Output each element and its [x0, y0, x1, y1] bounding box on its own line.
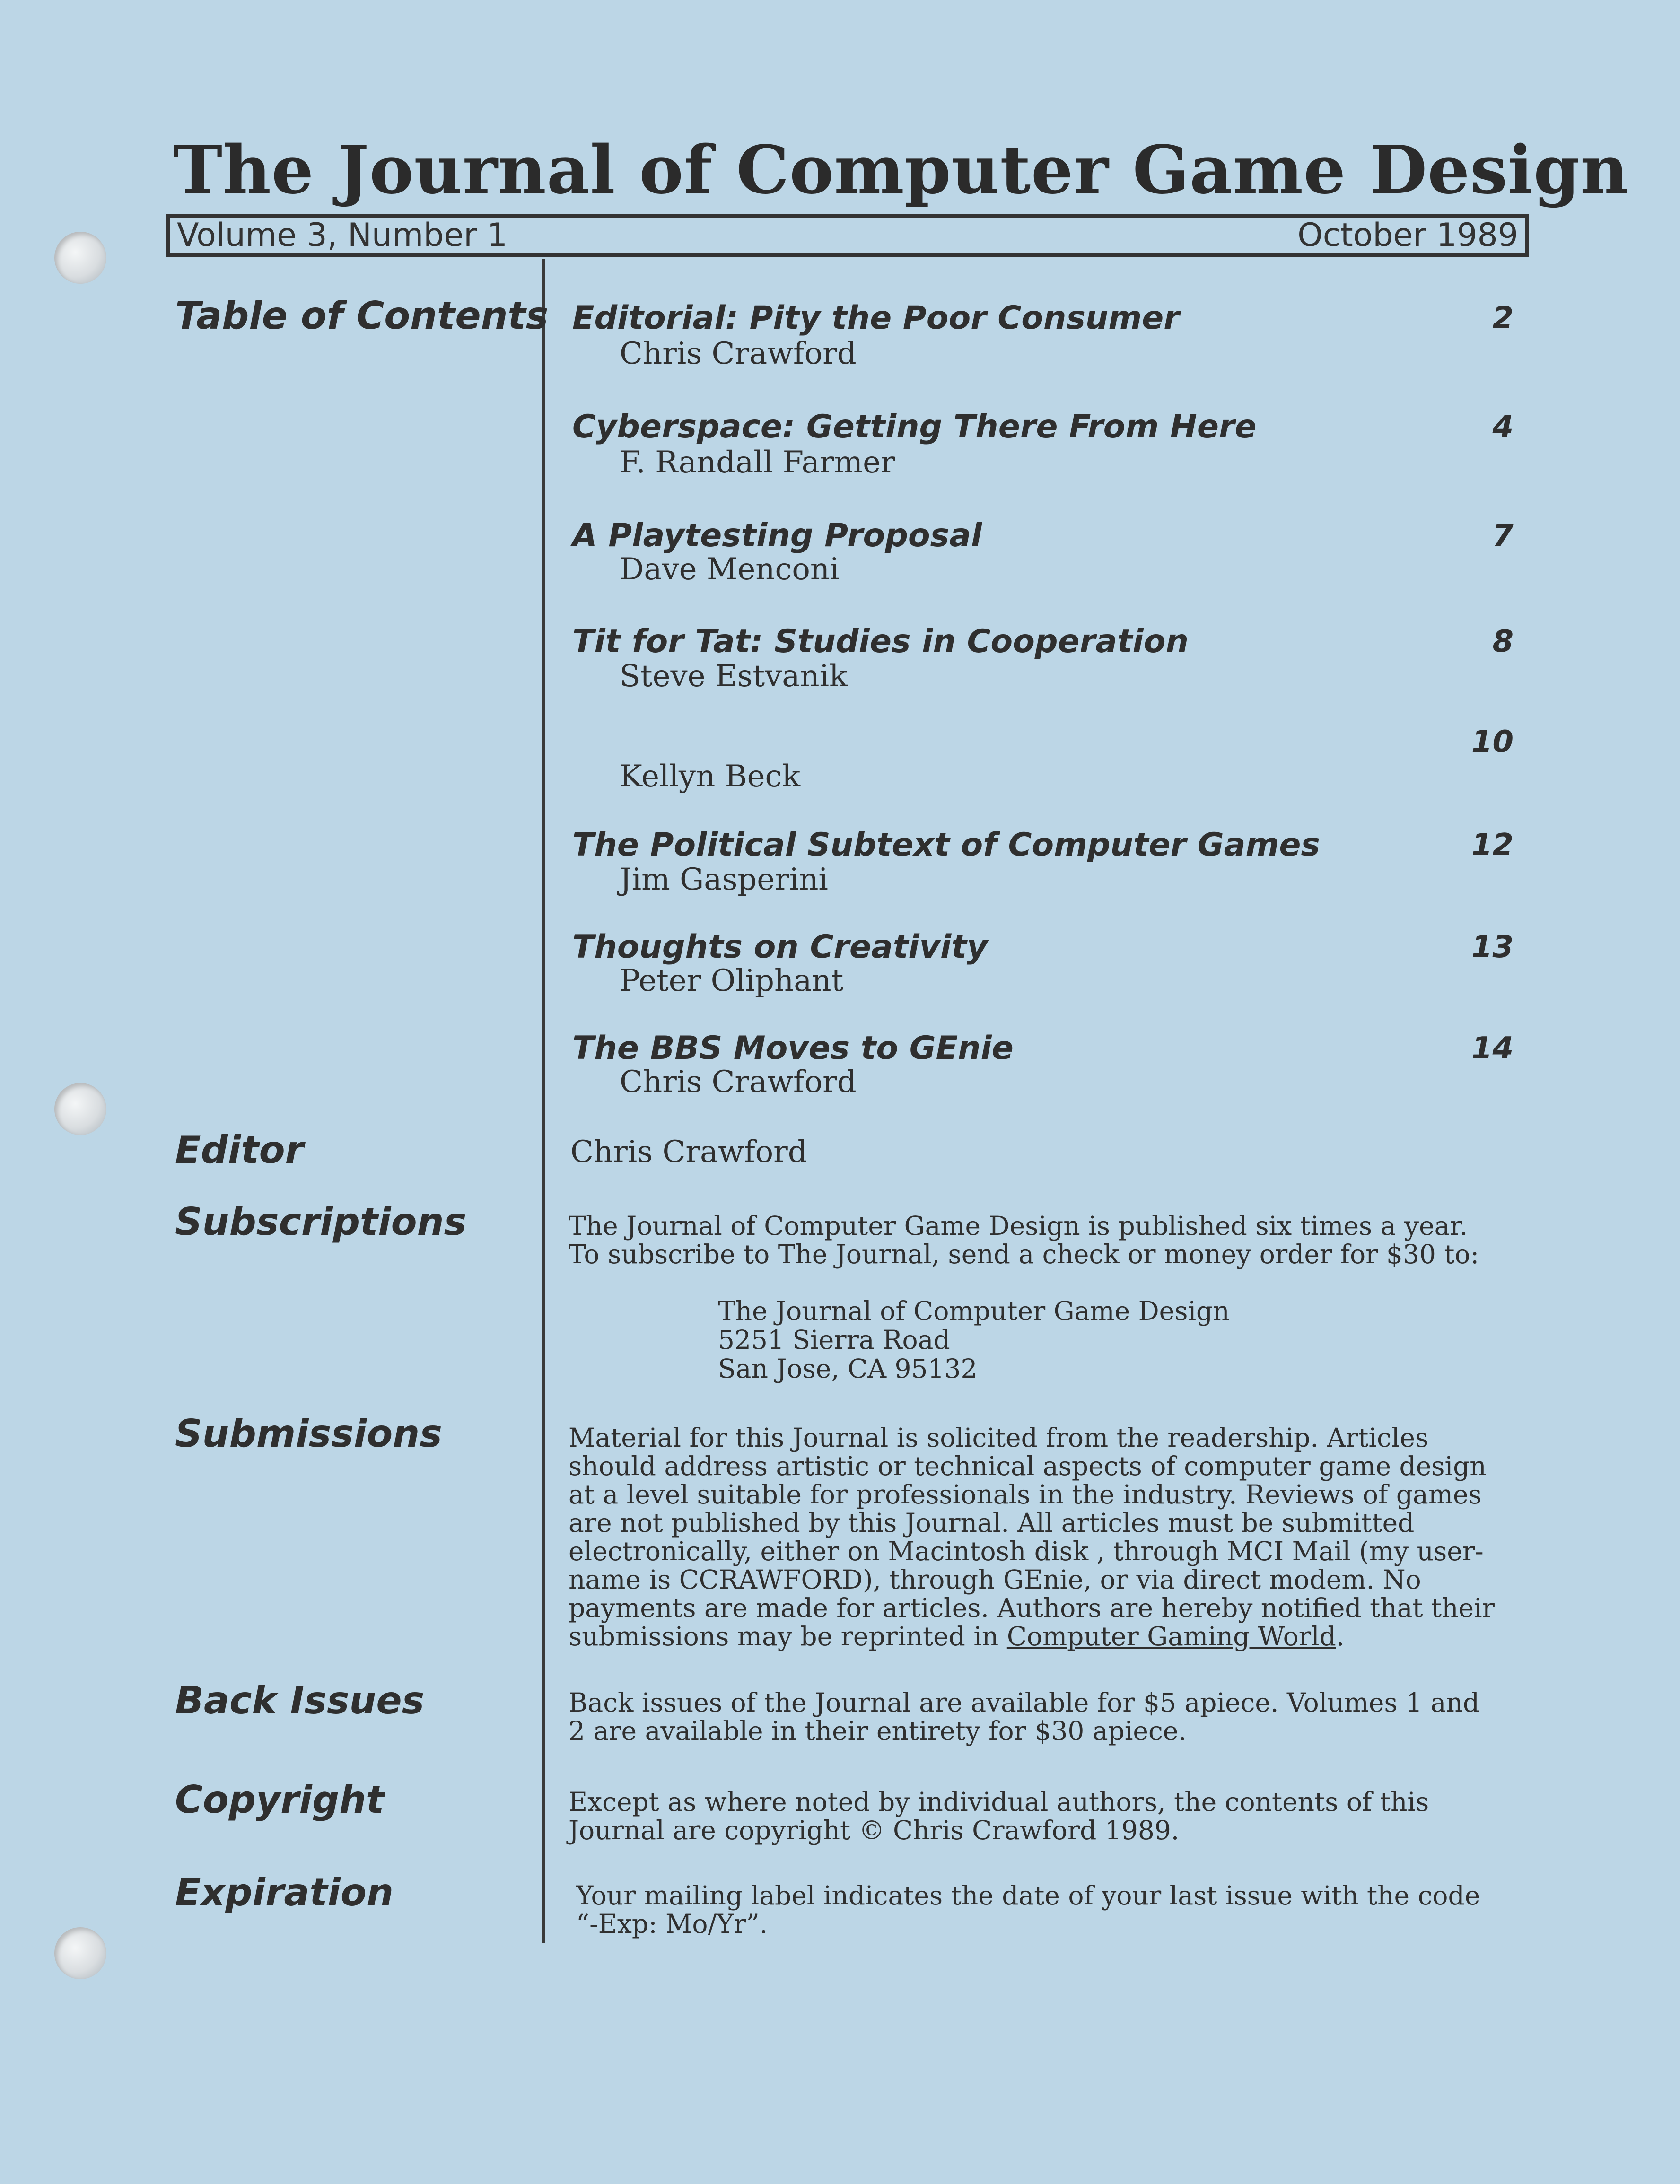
subscriptions-line: The Journal of Computer Game Design is published six times a year.: [569, 1211, 1468, 1241]
toc-entry-page: 7: [1492, 518, 1514, 553]
submissions-last-prefix: submissions may be reprinted in: [569, 1621, 1007, 1651]
subscriptions-line: To subscribe to The Journal, send a check or money order for $30 to:: [569, 1239, 1479, 1269]
toc-entry-page: 4: [1492, 410, 1514, 445]
submissions-label: Submissions: [175, 1412, 442, 1456]
submissions-line: at a level suitable for professionals in the industry. Reviews of games: [569, 1479, 1482, 1510]
toc-entry-page: 2: [1492, 301, 1514, 336]
expiration-line: Your mailing label indicates the date of your last issue with the code: [576, 1880, 1480, 1911]
toc-entry-title[interactable]: Cyberspace: Getting There From Here: [572, 408, 1257, 446]
toc-entry-page: 14: [1471, 1031, 1514, 1066]
binder-hole: [54, 232, 106, 284]
copyright-label: Copyright: [175, 1778, 385, 1822]
back-issues-label: Back Issues: [175, 1678, 425, 1722]
toc-entry-title[interactable]: Editorial: Pity the Poor Consumer: [572, 299, 1180, 337]
address-line: San Jose, CA 95132: [718, 1354, 978, 1384]
column-divider: [542, 259, 545, 1943]
back-issues-line: 2 are available in their entirety for $30 apiece.: [569, 1716, 1187, 1746]
subscriptions-text: [569, 1212, 1529, 1268]
publication-name: Computer Gaming World: [1006, 1621, 1336, 1651]
expiration-label: Expiration: [175, 1870, 394, 1914]
toc-entry-author: Steve Estvanik: [620, 659, 848, 694]
address-line: The Journal of Computer Game Design: [718, 1296, 1230, 1326]
copyright-line: Journal are copyright © Chris Crawford 1989.: [569, 1815, 1180, 1845]
submissions-line: are not published by this Journal. All articles must be submitted: [569, 1508, 1415, 1538]
toc-entry-title[interactable]: The BBS Moves to GEnie: [572, 1030, 1014, 1067]
address-line: 5251 Sierra Road: [718, 1325, 950, 1355]
toc-entry-title[interactable]: A Playtesting Proposal: [572, 517, 982, 554]
binder-hole: [54, 1927, 106, 1979]
toc-entry-page: 8: [1492, 624, 1514, 659]
back-issues-line: Back issues of the Journal are available for $5 apiece. Volumes 1 and: [569, 1687, 1480, 1718]
toc-entry-author: Jim Gasperini: [620, 862, 828, 897]
volume-bar: [166, 214, 1529, 257]
toc-entry-author: Peter Oliphant: [620, 963, 844, 998]
toc-label: Table of Contents: [175, 294, 549, 338]
issue-date: October 1989: [1297, 217, 1518, 254]
toc-entry-title[interactable]: The Political Subtext of Computer Games: [572, 826, 1320, 864]
toc-entry-title[interactable]: Thoughts on Creativity: [572, 928, 988, 966]
expiration-text: [576, 1881, 1536, 1938]
toc-entry-page: 13: [1471, 930, 1514, 965]
copyright-line: Except as where noted by individual authors, the contents of this: [569, 1787, 1429, 1817]
submissions-line: Material for this Journal is solicited from the readership. Articles: [569, 1423, 1429, 1453]
binder-hole: [54, 1083, 106, 1135]
journal-title: The Journal of Computer Game Design: [173, 131, 1629, 209]
back-issues-text: [569, 1688, 1529, 1745]
submissions-line: name is CCRAWFORD), through GEnie, or via direct modem. No: [569, 1564, 1421, 1595]
copyright-text: [569, 1788, 1529, 1844]
submissions-text: [569, 1424, 1529, 1651]
toc-entry-title[interactable]: Tit for Tat: Studies in Cooperation: [572, 623, 1189, 660]
toc-entry-author: Dave Menconi: [620, 552, 840, 587]
toc-entry-page: 12: [1471, 828, 1514, 863]
submissions-line: should address artistic or technical aspects of computer game design: [569, 1451, 1487, 1481]
toc-entry-author: Chris Crawford: [620, 336, 857, 371]
expiration-line: “-Exp: Mo/Yr”.: [576, 1909, 768, 1939]
toc-entry-author: Chris Crawford: [620, 1065, 857, 1100]
submissions-last-line: [569, 1622, 1529, 1651]
submissions-line: electronically, either on Macintosh disk , through MCI Mail (my user-: [569, 1536, 1484, 1566]
volume-number: Volume 3, Number 1: [177, 217, 508, 254]
submissions-last-suffix: .: [1336, 1621, 1345, 1651]
submissions-line: payments are made for articles. Authors are hereby notified that their: [569, 1593, 1495, 1623]
toc-entry-author: F. Randall Farmer: [620, 445, 895, 480]
mailing-address: [718, 1297, 1230, 1383]
subscriptions-label: Subscriptions: [175, 1200, 467, 1244]
toc-entry-page: 10: [1471, 725, 1514, 760]
editor-label: Editor: [175, 1128, 304, 1172]
toc-entry-author: Kellyn Beck: [620, 759, 801, 794]
editor-name: Chris Crawford: [570, 1135, 807, 1170]
